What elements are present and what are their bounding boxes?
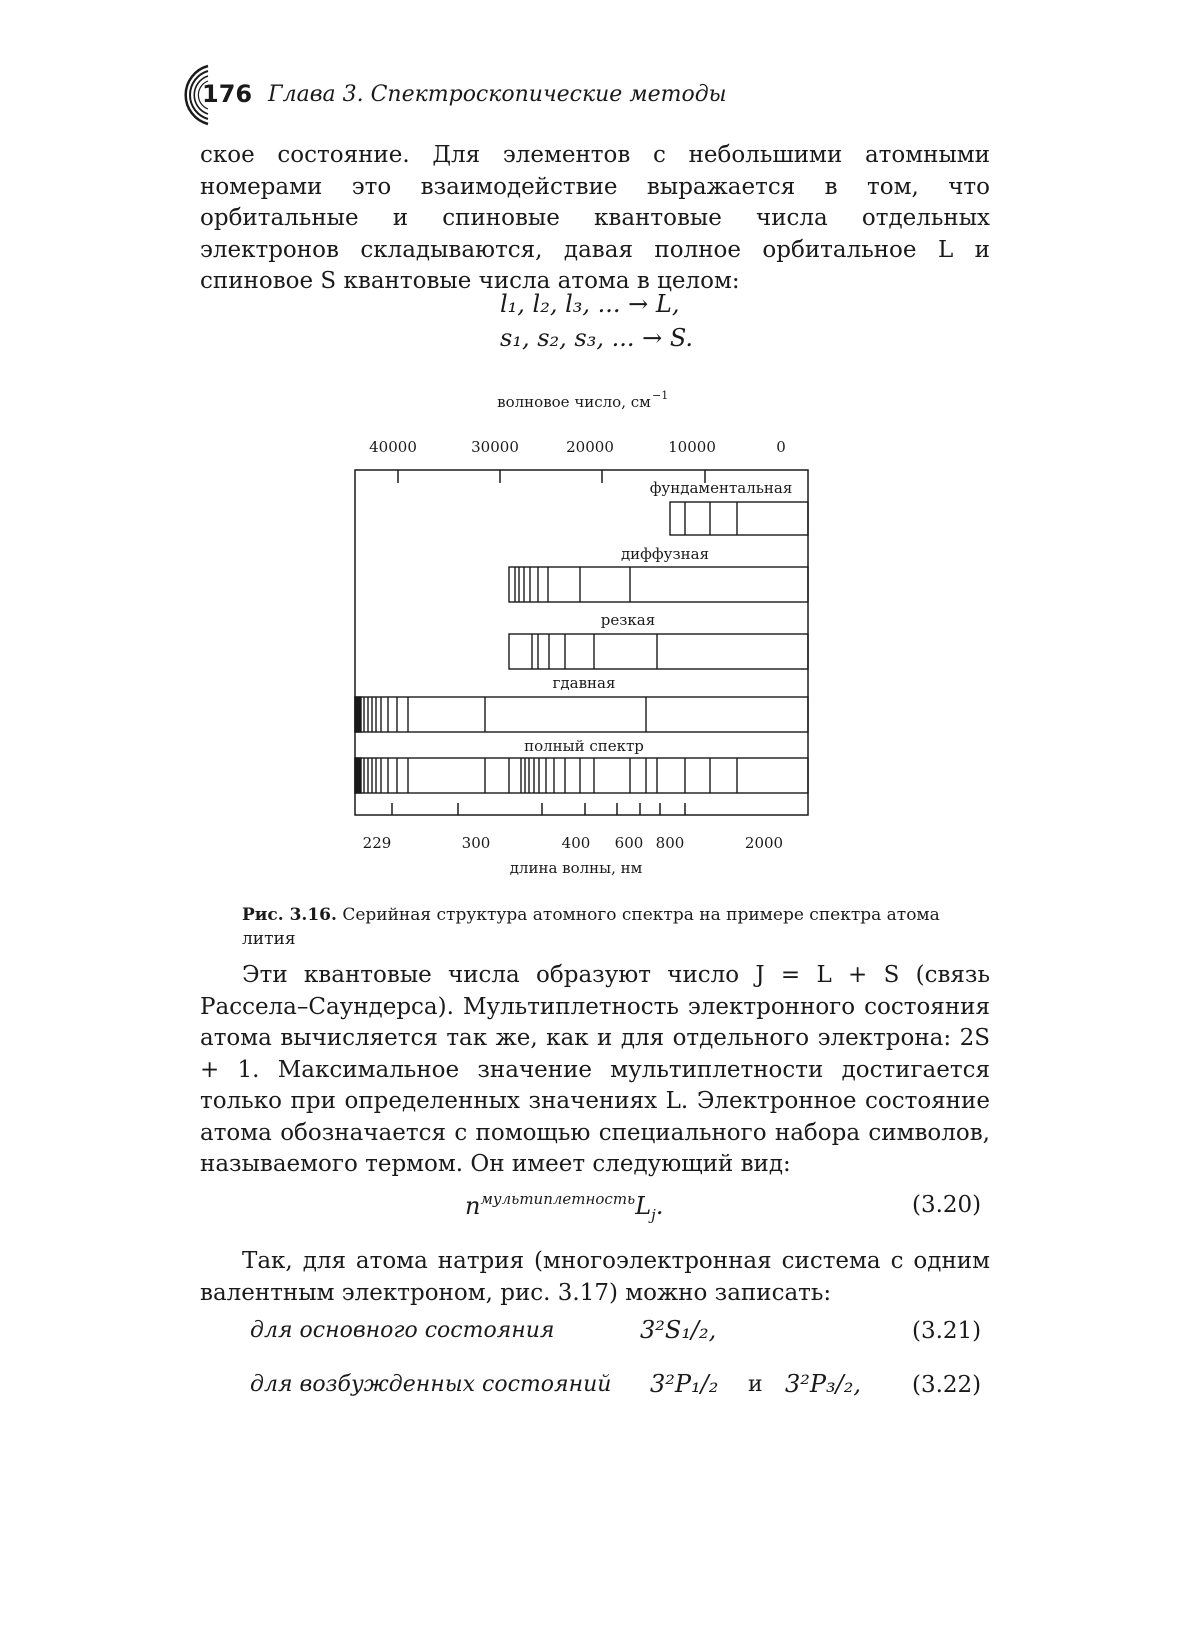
- page-number: 176: [202, 80, 253, 108]
- chapter-title: Глава 3. Спектроскопические методы: [268, 82, 727, 107]
- series-label-sharp: резкая: [600, 611, 656, 629]
- plot-frame: [355, 470, 808, 815]
- equation-excited-b: 3²P₃/₂,: [785, 1370, 861, 1398]
- series-label-principal: гдавная: [552, 674, 616, 692]
- bottom-tick-label: 600: [614, 834, 644, 852]
- bottom-tick-label: 300: [461, 834, 491, 852]
- caption-text: Серийная структура атомного спектра на примере спектра атома лития: [242, 905, 940, 949]
- equation-number-3-22: (3.22): [912, 1372, 982, 1398]
- equation-term: $n^{мультиплетность}L_j$.: [465, 1190, 664, 1224]
- caption-label: Рис. 3.16.: [242, 905, 337, 925]
- series-bar-diffuse: [509, 567, 808, 602]
- ground-state-label: для основного состояния: [250, 1318, 555, 1343]
- top-tick-label: 30000: [471, 438, 519, 456]
- bottom-ticks: [392, 803, 685, 815]
- figure-caption: [242, 903, 984, 951]
- paragraph-intro: ское состояние. Для элементов с небольшими атомными номерами это взаимодействие выражается в том, что орбитальные и спиновые квантовые числа отдельных электронов складываются, давая полное орбитальное L и спиновое S квантовые числа атома в целом:: [200, 142, 990, 294]
- top-axis-label-sup: −1: [652, 389, 669, 402]
- series-bar-sharp: [509, 634, 808, 669]
- top-tick-label: 0: [776, 438, 786, 456]
- spectrum-figure: [340, 385, 840, 885]
- excited-states-label: для возбужденных состояний: [250, 1372, 612, 1397]
- top-tick-label: 40000: [369, 438, 417, 456]
- series-label-fundamental: фундаментальная: [649, 479, 793, 497]
- conjunction: и: [748, 1372, 763, 1397]
- top-axis-label: волновое число, см: [497, 393, 651, 411]
- series-label-full: полный спектр: [524, 737, 644, 755]
- paragraph-sodium: Так, для атома натрия (многоэлектронная система с одним валентным электроном, рис. 3.17) можно записать:: [200, 1248, 990, 1306]
- top-tick-label: 10000: [668, 438, 716, 456]
- bottom-axis-label: длина волны, нм: [509, 859, 643, 877]
- series-bar-fundamental: [670, 502, 808, 535]
- equation-number-3-20: (3.20): [912, 1192, 982, 1218]
- series-label-diffuse: диффузная: [620, 545, 710, 563]
- paragraph-terms: Эти квантовые числа образуют число J = L + S (связь Рассела–Саундерса). Мультиплетность электронного состояния атома вычисляется так же, как и для отдельного электрона: 2S + 1. Максимальное значение мультиплетности достигается только при определенных значениях L. Электронное состояние атома обозначается с помощью специального набора символов, называемого термом. Он имеет следующий вид:: [200, 962, 990, 1177]
- series-bar-full: [355, 758, 808, 793]
- bottom-tick-label: 400: [561, 834, 591, 852]
- equation-ground-state: 3²S₁/₂,: [640, 1316, 717, 1344]
- series-bar-principal: [355, 697, 808, 732]
- equation-number-3-21: (3.21): [912, 1318, 982, 1344]
- bottom-tick-label: 229: [362, 834, 392, 852]
- equation-orbital: l₁, l₂, l₃, ... → L,: [500, 290, 680, 318]
- equation-spin: s₁, s₂, s₃, ... → S.: [500, 324, 694, 352]
- bottom-tick-label: 800: [655, 834, 685, 852]
- equation-excited-a: 3²P₁/₂: [650, 1370, 719, 1398]
- bottom-tick-label: 2000: [744, 834, 784, 852]
- top-tick-label: 20000: [566, 438, 614, 456]
